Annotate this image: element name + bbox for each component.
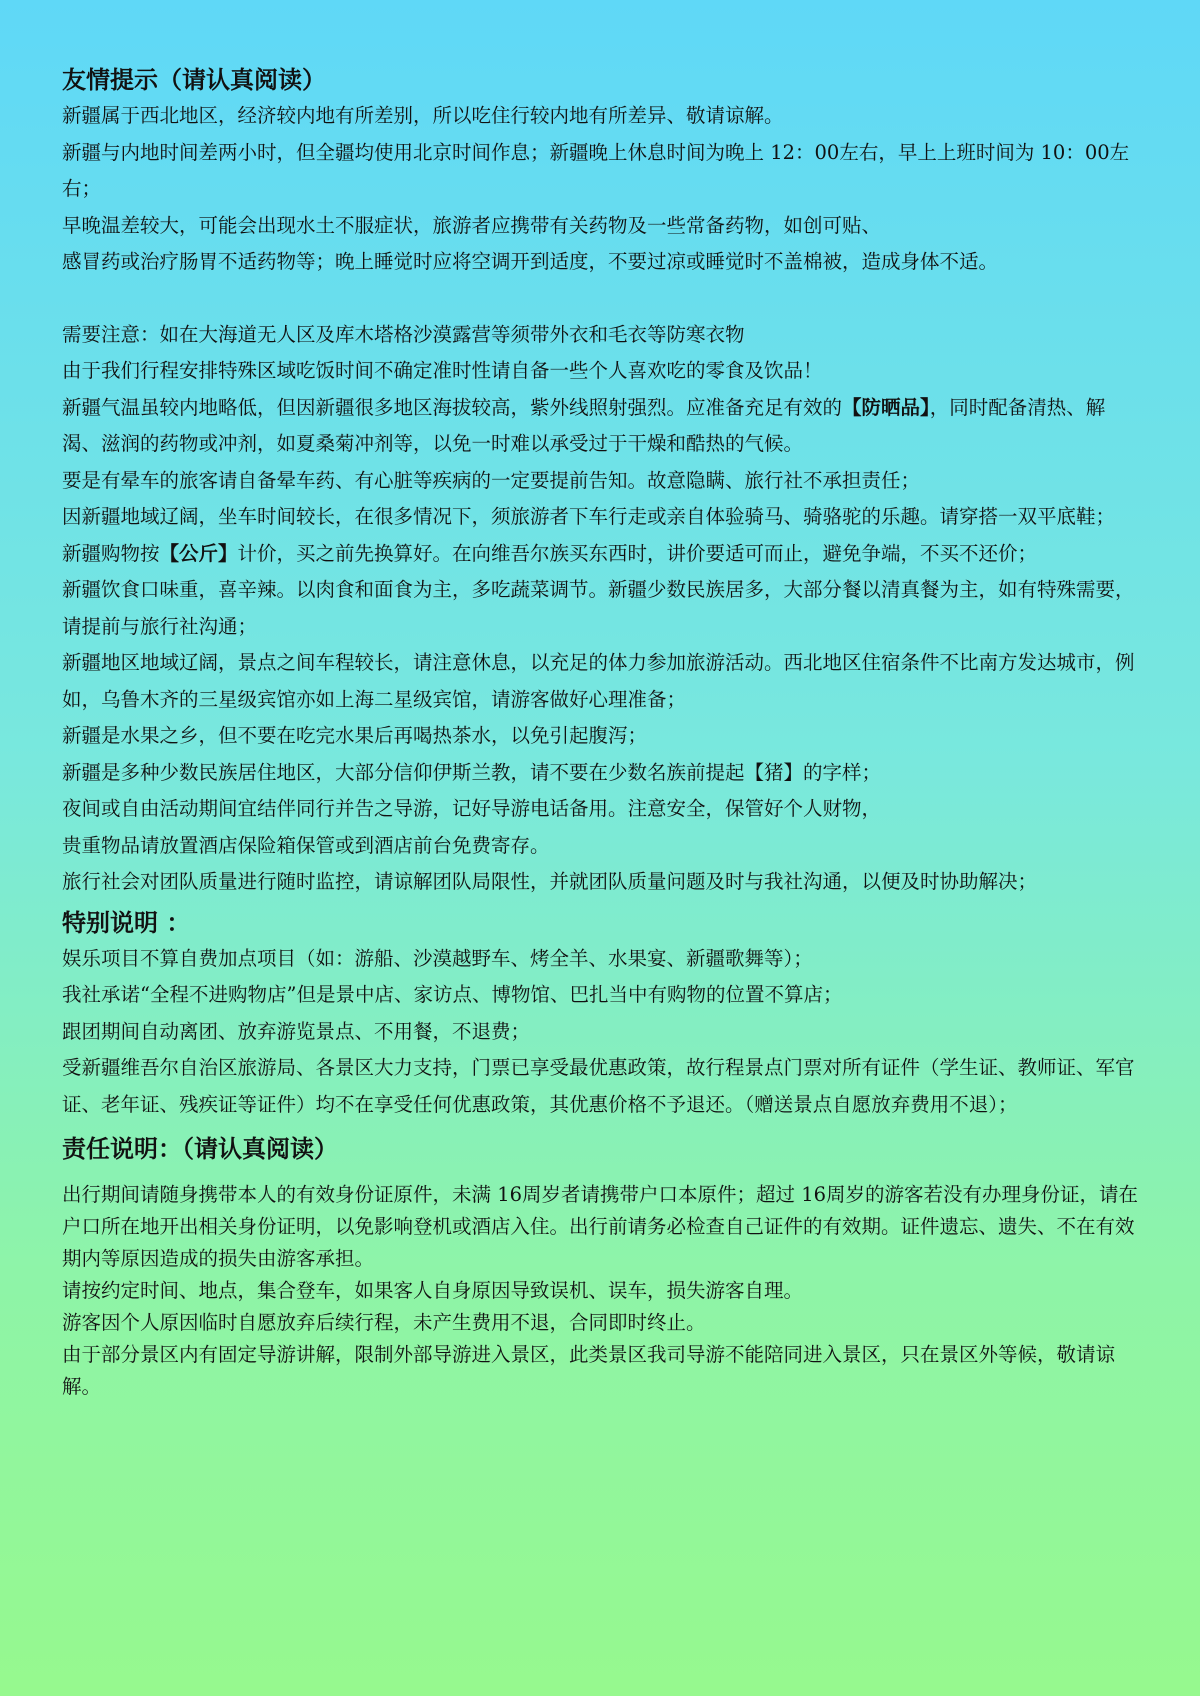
paragraph: 新疆属于西北地区，经济较内地有所差别，所以吃住行较内地有所差异、敬请谅解。 [62, 104, 784, 127]
paragraph: 贵重物品请放置酒店保险箱保管或到酒店前台免费寄存。 [62, 833, 550, 857]
highlight-kilogram: 【公斤】 [159, 541, 238, 565]
paragraph-sunscreen [62, 390, 1140, 463]
paragraph: 娱乐项目不算自费加点项目（如：游船、沙漠越野车、烤全羊、水果宴、新疆歌舞等）； [62, 946, 813, 970]
section-title-friendly-tips: 友情提示（请认真阅读） [62, 66, 326, 94]
highlight-sunscreen: 【防晒品】 [842, 395, 930, 419]
paragraph: 请按约定时间、地点，集合登车，如果客人自身原因导致误机、误车，损失游客自理。 [62, 1279, 804, 1302]
paragraph: 感冒药或治疗肠胃不适药物等；晚上睡觉时应将空调开到适度，不要过凉或睡觉时不盖棉被，造成身体不适。 [62, 250, 999, 273]
paragraph: 旅行社会对团队质量进行随时监控，请谅解团队局限性，并就团队质量问题及时与我社沟通，以便及时协助解决； [62, 870, 1038, 893]
paragraph: 要是有晕车的旅客请自备晕车药、有心脏等疾病的一定要提前告知。故意隐瞒、旅行社不承担责任； [62, 468, 921, 492]
paragraph: 由于我们行程安排特殊区域吃饭时间不确定准时性请自备一些个人喜欢吃的零食及饮品！ [62, 359, 823, 382]
paragraph: 由于部分景区内有固定导游讲解，限制外部导游进入景区，此类景区我司导游不能陪同进入景区，只在景区外等候，敬请谅解。 [62, 1343, 1116, 1398]
paragraph: 需要注意：如在大海道无人区及库木塔格沙漠露营等须带外衣和毛衣等防寒衣物 [62, 322, 745, 346]
paragraph: 新疆地区地域辽阔，景点之间车程较长，请注意休息，以充足的体力参加旅游活动。西北地区住宿条件不比南方发达城市，例如，乌鲁木齐的三星级宾馆亦如上海二星级宾馆，请游客做好心理准备； [62, 651, 1135, 711]
paragraph-shopping [62, 536, 1140, 573]
paragraph: 游客因个人原因临时自愿放弃后续行程，未产生费用不退，合同即时终止。 [62, 1311, 706, 1334]
section-title-special-notes: 特别说明 ： [62, 908, 191, 937]
text: 新疆购物按 [62, 541, 160, 565]
paragraph: 早晚温差较大，可能会出现水土不服症状，旅游者应携带有关药物及一些常备药物，如创可贴、 [62, 213, 882, 237]
text: 计价，买之前先换算好。在向维吾尔族买东西时，讲价要适可而止，避免争端，不买不还价； [237, 541, 1038, 565]
paragraph: 跟团期间自动离团、放弃游览景点、不用餐，不退费； [62, 1019, 531, 1043]
paragraph: 新疆是多种少数民族居住地区，大部分信仰伊斯兰教，请不要在少数名族前提起【猪】的字样； [62, 760, 882, 784]
section-title-liability: 责任说明：（请认真阅读） [62, 1135, 338, 1163]
blank-line [62, 281, 1140, 317]
paragraph: 我社承诺“全程不进购物店”但是景中店、家访点、博物馆、巴扎当中有购物的位置不算店； [62, 983, 843, 1006]
paragraph: 因新疆地域辽阔，坐车时间较长，在很多情况下，须旅游者下车行走或亲自体验骑马、骑骆驼的乐趣。请穿搭一双平底鞋； [62, 505, 1116, 528]
paragraph: 新疆是水果之乡，但不要在吃完水果后再喝热茶水，以免引起腹泻； [62, 724, 648, 747]
paragraph: 出行期间请随身携带本人的有效身份证原件，未满 16周岁者请携带户口本原件；超过 16周岁的游客若没有办理身份证，请在户口所在地开出相关身份证明，以免影响登机或酒店入住。出行前请务必检查自己证件的有效期。证件遗忘、遗失、不在有效期内等原因造成的损失由游客承担。 [62, 1183, 1139, 1270]
text: 新疆气温虽较内地略低，但因新疆很多地区海拔较高，紫外线照射强烈。应准备充足有效的 [62, 395, 843, 419]
paragraph: 受新疆维吾尔自治区旅游局、各景区大力支持，门票已享受最优惠政策，故行程景点门票对所有证件（学生证、教师证、军官证、老年证、残疾证等证件）均不在享受任何优惠政策，其优惠价格不予退还。（赠送景点自愿放弃费用不退）； [62, 1056, 1135, 1116]
paragraph: 新疆饮食口味重，喜辛辣。以肉食和面食为主，多吃蔬菜调节。新疆少数民族居多，大部分餐以清真餐为主，如有特殊需要，请提前与旅行社沟通； [62, 578, 1135, 638]
paragraph: 新疆与内地时间差两小时，但全疆均使用北京时间作息；新疆晚上休息时间为晚上 12：00左右，早上上班时间为 10：00左右； [62, 140, 1130, 200]
paragraph: 夜间或自由活动期间宜结伴同行并告之导游，记好导游电话备用。注意安全，保管好个人财物， [62, 797, 882, 820]
text: ，同时配备清热、解渴、滋润的药物或冲剂，如夏桑菊冲剂等，以免一时难以承受过于干燥和酷热的气候。 [62, 395, 1106, 455]
